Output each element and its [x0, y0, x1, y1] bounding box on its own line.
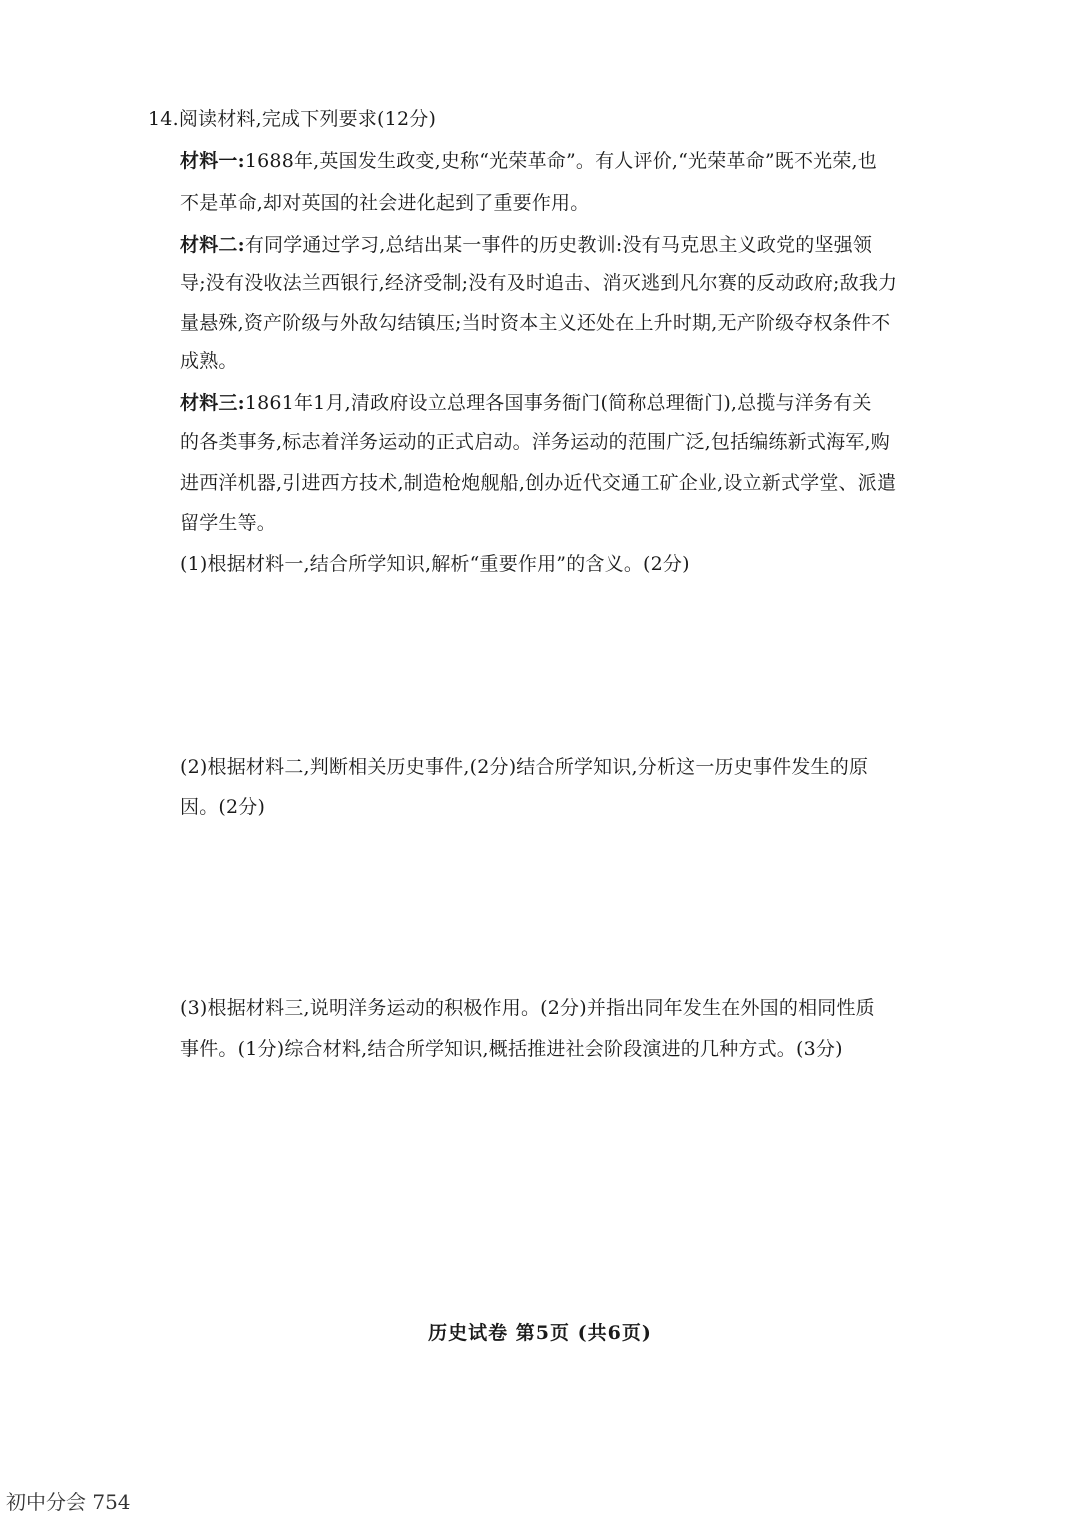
material2-line3: 量悬殊,资产阶级与外敌勾结镇压;当时资本主义还处在上升时期,无产阶级夺权条件不: [180, 312, 891, 334]
subquestion-1: (1)根据材料一,结合所学知识,解析“重要作用”的含义。(2分): [180, 553, 690, 575]
material3-text1: 1861年1月,清政府设立总理各国事务衙门(简称总理衙门),总揽与洋务有关: [244, 392, 872, 414]
material1-label: 材料一:: [180, 150, 245, 172]
question-title: 14.阅读材料,完成下列要求(12分): [148, 108, 437, 130]
material3-line2: 的各类事务,标志着洋务运动的正式启动。洋务运动的范围广泛,包括编练新式海军,购: [180, 431, 890, 453]
material1-line1: [180, 148, 940, 174]
subquestion-3-line1: (3)根据材料三,说明洋务运动的积极作用。(2分)并指出同年发生在外国的相同性质: [180, 997, 875, 1019]
material2-line2: 导;没有没收法兰西银行,经济受制;没有及时追击、消灭逃到凡尔赛的反动政府;敌我力: [180, 272, 898, 294]
material1-text1: 1688年,英国发生政变,史称“光荣革命”。有人评价,“光荣革命”既不光荣,也: [244, 150, 877, 172]
material3-line3: 进西洋机器,引进西方技术,制造枪炮舰船,创办近代交通工矿企业,设立新式学堂、派遣: [180, 472, 897, 494]
material1-line2: 不是革命,却对英国的社会进化起到了重要作用。: [180, 192, 590, 214]
subquestion-2-line1: (2)根据材料二,判断相关历史事件,(2分)结合所学知识,分析这一历史事件发生的原: [180, 756, 869, 778]
material3-label: 材料三:: [180, 392, 245, 414]
material3-line1: [180, 390, 940, 416]
subquestion-3-line2: 事件。(1分)综合材料,结合所学知识,概括推进社会阶段演进的几种方式。(3分): [180, 1038, 843, 1060]
material2-label: 材料二:: [180, 234, 245, 256]
watermark-label: 初中分会 754: [6, 1490, 131, 1514]
page-footer: 历史试卷 第5页 (共6页): [428, 1322, 652, 1344]
material3-line4: 留学生等。: [180, 512, 277, 534]
subquestion-2-line2: 因。(2分): [180, 796, 266, 818]
material2-line1: [180, 232, 940, 258]
material2-text1: 有同学通过学习,总结出某一事件的历史教训:没有马克思主义政党的坚强领: [244, 234, 873, 256]
material2-line4: 成熟。: [180, 350, 238, 372]
